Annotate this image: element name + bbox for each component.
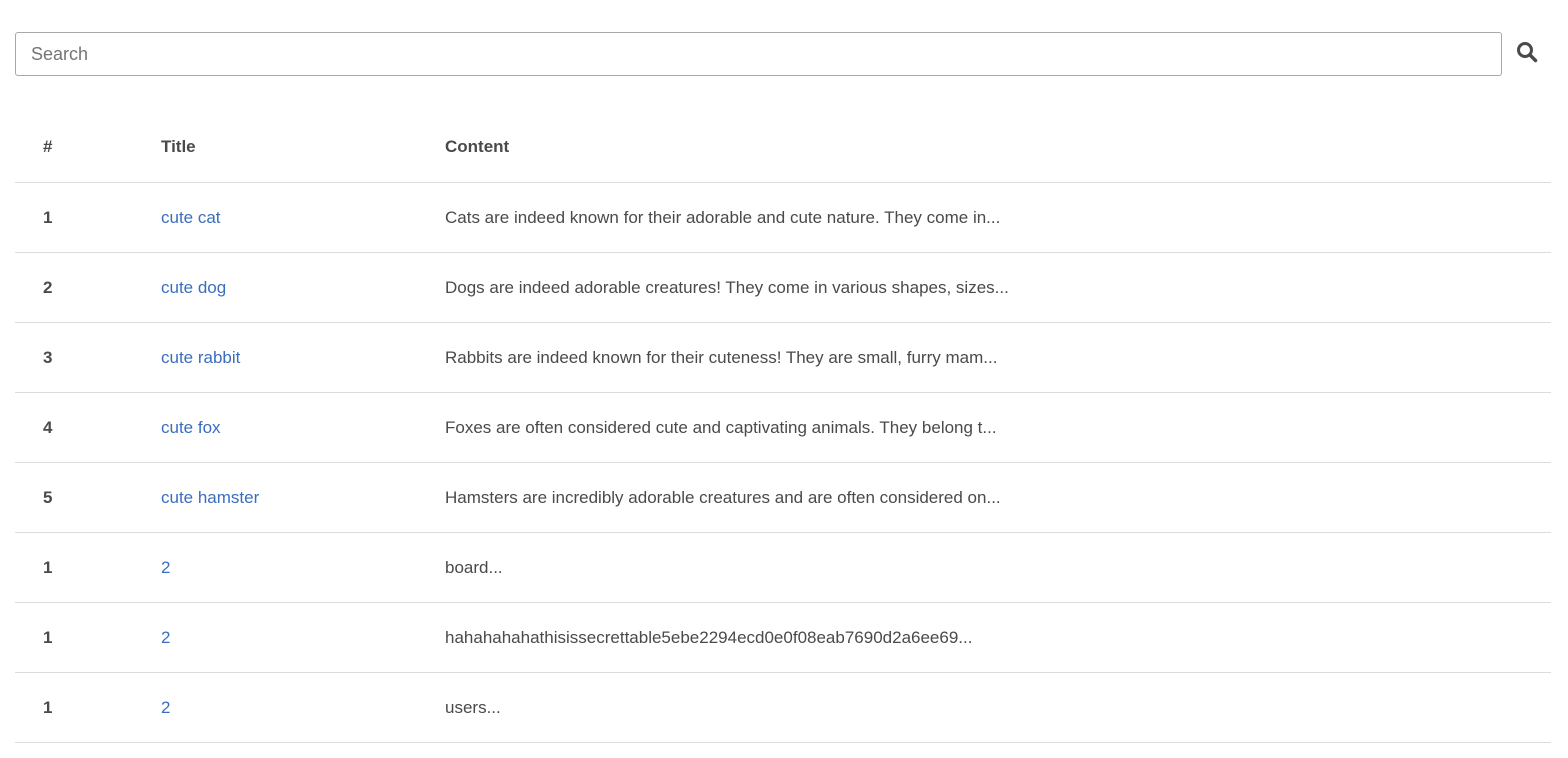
row-title-cell [161, 393, 445, 463]
column-header-content: Content [445, 112, 1551, 183]
post-title-link[interactable]: cute hamster [161, 487, 260, 507]
table-body [15, 183, 1551, 743]
row-content: board... [445, 533, 1551, 603]
row-title-cell [161, 533, 445, 603]
row-content: Hamsters are incredibly adorable creatures and are often considered on... [445, 463, 1551, 533]
row-number: 1 [15, 183, 161, 253]
table-row [15, 533, 1551, 603]
table-header-row [15, 112, 1551, 183]
table-row [15, 183, 1551, 253]
post-title-link[interactable]: 2 [161, 557, 171, 577]
table-row [15, 323, 1551, 393]
table-row [15, 463, 1551, 533]
row-title-cell [161, 673, 445, 743]
table-row [15, 393, 1551, 463]
row-title-cell [161, 603, 445, 673]
post-title-link[interactable]: 2 [161, 627, 171, 647]
post-title-link[interactable]: cute fox [161, 417, 221, 437]
table-row [15, 673, 1551, 743]
column-header-number: # [15, 112, 161, 183]
row-number: 4 [15, 393, 161, 463]
search-bar [15, 32, 1551, 76]
row-content: users... [445, 673, 1551, 743]
row-number: 1 [15, 673, 161, 743]
posts-table [15, 112, 1551, 743]
row-title-cell [161, 183, 445, 253]
post-title-link[interactable]: cute rabbit [161, 347, 241, 367]
row-number: 3 [15, 323, 161, 393]
column-header-title: Title [161, 112, 445, 183]
row-content: Rabbits are indeed known for their cuteness! They are small, furry mam... [445, 323, 1551, 393]
row-content: Dogs are indeed adorable creatures! They come in various shapes, sizes... [445, 253, 1551, 323]
post-title-link[interactable]: 2 [161, 697, 171, 717]
row-number: 2 [15, 253, 161, 323]
posts-table-container [15, 112, 1551, 743]
row-number: 1 [15, 533, 161, 603]
row-number: 5 [15, 463, 161, 533]
row-content: Cats are indeed known for their adorable and cute nature. They come in... [445, 183, 1551, 253]
row-title-cell [161, 253, 445, 323]
post-title-link[interactable]: cute dog [161, 277, 227, 297]
post-title-link[interactable]: cute cat [161, 207, 221, 227]
table-row [15, 603, 1551, 673]
row-content: hahahahahathisissecrettable5ebe2294ecd0e0f08eab7690d2a6ee69... [445, 603, 1551, 673]
search-input[interactable] [15, 32, 1502, 76]
row-title-cell [161, 323, 445, 393]
table-row [15, 253, 1551, 323]
row-title-cell [161, 463, 445, 533]
row-content: Foxes are often considered cute and captivating animals. They belong t... [445, 393, 1551, 463]
search-button[interactable] [1502, 32, 1551, 76]
row-number: 1 [15, 603, 161, 673]
search-icon [1516, 41, 1538, 68]
